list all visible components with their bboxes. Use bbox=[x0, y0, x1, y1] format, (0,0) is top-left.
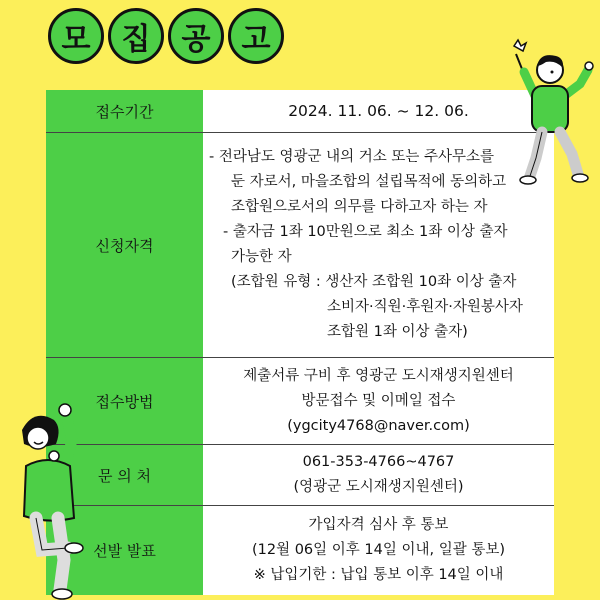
value-line: (12월 06일 이후 14일 이내, 일괄 통보) bbox=[251, 542, 505, 558]
email-text: (ygcity4768@naver.com) bbox=[287, 417, 470, 434]
label-announce: 선발 발표 bbox=[46, 506, 203, 595]
value-line: 방문접수 및 이메일 접수 bbox=[301, 392, 456, 409]
label-eligibility: 신청자격 bbox=[46, 133, 203, 357]
row-method bbox=[46, 358, 554, 444]
value-line: ※ 납입기한 : 납입 통보 이후 14일 이내 bbox=[253, 567, 504, 583]
value-line: - 전라남도 영광군 내의 거소 또는 주사무소를 bbox=[209, 149, 495, 165]
value-line: 가입자격 심사 후 통보 bbox=[308, 517, 449, 533]
value-line: 소비자·직원·후원자·자원봉사자 bbox=[327, 299, 523, 315]
row-eligibility bbox=[46, 133, 554, 357]
title-char: 집 bbox=[108, 8, 164, 64]
phone-text: 061-353-4766~4767 bbox=[302, 454, 455, 470]
value-period bbox=[203, 90, 554, 132]
value-line: 조합원으로서의 의무를 다하고자 하는 자 bbox=[231, 199, 488, 215]
value-line: 조합원 1좌 이상 출자) bbox=[327, 324, 468, 340]
label-contact: 문 의 처 bbox=[46, 445, 203, 505]
label-method: 접수방법 bbox=[46, 358, 203, 444]
value-line: 제출서류 구비 후 영광군 도시재생지원센터 bbox=[243, 367, 514, 384]
info-table bbox=[46, 90, 554, 595]
value-contact bbox=[203, 445, 554, 505]
title-char: 공 bbox=[168, 8, 224, 64]
value-line: - 출자금 1좌 10만원으로 최소 1좌 이상 출자 bbox=[223, 224, 508, 240]
value-eligibility bbox=[203, 133, 554, 357]
title-char: 모 bbox=[48, 8, 104, 64]
row-contact bbox=[46, 445, 554, 505]
value-line: 2024. 11. 06. ~ 12. 06. bbox=[288, 101, 469, 120]
row-period bbox=[46, 90, 554, 132]
value-announce bbox=[203, 506, 554, 595]
value-line: (영광군 도시재생지원센터) bbox=[293, 479, 464, 495]
value-line: 가능한 자 bbox=[231, 249, 292, 265]
row-announce bbox=[46, 506, 554, 595]
value-method bbox=[203, 358, 554, 444]
value-line: 둔 자로서, 마을조합의 설립목적에 동의하고 bbox=[231, 174, 507, 190]
title-char: 고 bbox=[228, 8, 284, 64]
jumping-person-illustration bbox=[506, 36, 596, 186]
value-line: (조합원 유형 : 생산자 조합원 10좌 이상 출자 bbox=[231, 274, 517, 290]
page-title bbox=[48, 8, 284, 64]
label-period: 접수기간 bbox=[46, 90, 203, 132]
cheering-person-illustration bbox=[8, 400, 108, 600]
